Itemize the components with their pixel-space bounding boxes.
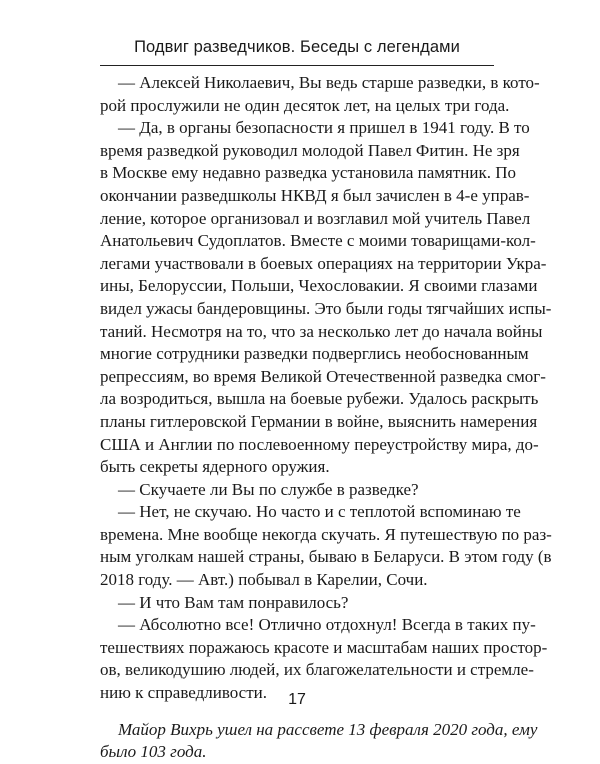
epilogue-line: Майор Вихрь ушел на рассвете 13 февраля 2020 года, ему [118, 719, 538, 739]
text-line: — Абсолютно все! Отлично отдохнул! Всегда в таких пу- [118, 615, 536, 635]
text-line: ла возродиться, вышла на боевые рубежи. Удалось раскрыть [100, 389, 539, 409]
interview-text [100, 72, 552, 705]
text-line: Анатольевич Судоплатов. Вместе с моими товарищами-кол- [100, 231, 536, 251]
epilogue-line: было 103 года. [100, 742, 207, 762]
running-head: Подвиг разведчиков. Беседы с легендами [134, 38, 460, 56]
text-line: планы гитлеровской Германии в войне, выяснить намерения [100, 411, 538, 431]
text-line: — Да, в органы безопасности я пришел в 1941 году. В то [118, 118, 530, 138]
text-line: тешествиях поражаюсь красоте и масштабам наших простор- [100, 637, 548, 657]
body-text [100, 72, 552, 764]
header-rule [100, 65, 494, 66]
text-line: многие сотрудники разведки подверглись необоснованным [100, 344, 529, 364]
text-line: таний. Несмотря на то, что за несколько лет до начала войны [100, 321, 543, 341]
text-line: видел ужасы бандеровщины. Это были годы тягчайших испы- [100, 298, 552, 318]
text-line: — Скучаете ли Вы по службе в разведке? [118, 479, 419, 499]
text-line: репрессиям, во время Великой Отечественной разведка смог- [100, 366, 546, 386]
text-line: — И что Вам там понравилось? [118, 592, 349, 612]
text-line: в Москве ему недавно разведка установила памятник. По [100, 163, 517, 183]
text-line: ным уголкам нашей страны, бываю в Беларуси. В этом году (в [100, 547, 552, 567]
text-line: ины, Белоруссии, Польши, Чехословакии. Я своими глазами [100, 276, 538, 296]
page-number: 17 [288, 691, 306, 708]
text-line: рой прослужили не один десяток лет, на целых три года. [100, 95, 510, 115]
epilogue-text [100, 719, 538, 764]
text-line: США и Англии по послевоенному переустройству мира, до- [100, 434, 539, 454]
text-line: нию к справедливости. [100, 683, 267, 703]
text-line: — Алексей Николаевич, Вы ведь старше разведки, в кото- [118, 73, 540, 92]
text-line: окончании разведшколы НКВД я был зачислен в 4-е управ- [100, 185, 530, 205]
text-line: — Нет, не скучаю. Но часто и с теплотой вспоминаю те [118, 502, 521, 522]
text-line: 2018 году. — Авт.) побывал в Карелии, Сочи. [100, 570, 428, 590]
text-line: быть секреты ядерного оружия. [100, 457, 330, 477]
text-line: ление, которое организовал и возглавил мой учитель Павел [100, 208, 531, 228]
text-line: времена. Мне вообще некогда скучать. Я путешествую по раз- [100, 524, 552, 544]
text-line: ов, великодушию людей, их благожелательности и стремле- [100, 660, 534, 680]
text-line: время разведкой руководил молодой Павел Фитин. Не зря [100, 140, 520, 160]
text-line: легами участвовали в боевых операциях на территории Укра- [100, 253, 547, 273]
